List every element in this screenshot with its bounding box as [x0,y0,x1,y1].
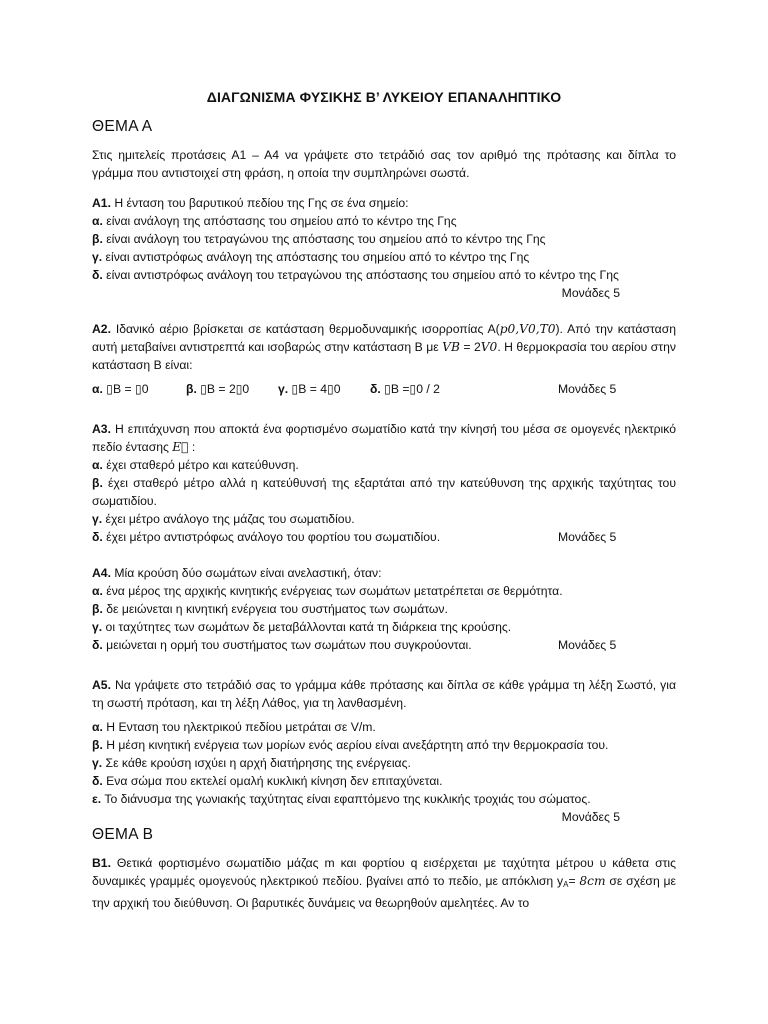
option-c [92,754,676,772]
option-text: είναι αντιστρόφως ανάλογη του τετραγώνου της απόστασης του σημείου από το κέντρο της Γης [102,268,619,282]
marks-label: Μονάδες 5 [561,810,620,824]
option-letter: δ. [92,268,103,282]
option-text: δε μειώνεται η κινητική ενέργεια του συστήματος των σωμάτων. [102,602,448,616]
option-text: είναι ανάλογη του τετραγώνου της απόστασης του σημείου από το κέντρο της Γης [102,232,546,246]
option-b [92,230,676,248]
option-letter: β. [92,232,103,246]
question-text: Να γράψετε στο τετράδιό σας το γράμμα κάθε πρότασης και δίπλα σε κάθε γράμμα τη λέξη Σωστό, για τη σωστή πρόταση, και τη λέξη Λάθος, για τη λανθασμένη. [92,678,676,710]
option-d [92,266,676,284]
math-expression: V0 [480,340,498,354]
option-c [92,510,676,528]
option-e [92,790,676,808]
option-letter: γ. [92,620,103,634]
question-text: = [568,874,580,888]
option-text: έχει μέτρο αντιστρόφως ανάλογο του φορτίου του σωματιδίου. [102,530,441,544]
option-text: οι ταχύτητες των σωμάτων δε μεταβάλλονται κατά τη διάρκεια της κρούσης. [102,620,512,634]
option-letter: ε. [92,792,102,806]
option-d [370,380,440,398]
option-a [92,456,676,474]
question-text: ). Από την κατάσταση αυτή μεταβαίνει αντιστρεπτά και ισοβαρώς στην κατάσταση Β με [92,322,676,354]
option-a [92,718,676,736]
option-text: έχει σταθερό μέτρο και κατεύθυνση. [102,458,299,472]
option-d [92,636,676,654]
option-text: ▯B = 2▯0 [196,382,250,396]
question-text: Θετικά φορτισμένο σωματίδιο μάζας m και φορτίου q εισέρχεται με ταχύτητα μέτρου υ κάθετα στις δυναμικές γραμμές ομογενούς ηλεκτρικού πεδίου. βγαίνει από το πεδίο, με απόκλιση y [92,856,676,888]
question-a1 [92,194,676,302]
option-letter: α. [92,214,103,228]
option-letter: α. [92,382,103,396]
option-letter: δ. [92,638,103,652]
question-label: Β1. [92,856,111,870]
option-letter: γ. [92,250,103,264]
question-label: Α1. [92,196,111,210]
question-a5-stem [92,676,676,712]
option-letter: β. [92,738,103,752]
option-letter: β. [92,602,103,616]
theme-b-heading: ΘΕΜΑ Β [92,826,154,843]
math-expression: E⃗ [172,440,189,454]
marks-label: Μονάδες 5 [558,638,617,652]
question-text: Ιδανικό αέριο βρίσκεται σε κατάσταση θερμοδυναμικής ισορροπίας Α( [110,322,500,336]
question-text: Η ένταση του βαρυτικού πεδίου της Γης σε ένα σημείο: [110,196,409,210]
option-text: Σε κάθε κρούση ισχύει η αρχή διατήρησης της ενέργειας. [102,756,411,770]
option-b [92,600,676,618]
option-a [92,582,676,600]
question-a4 [92,564,676,654]
option-text: Η Ενταση του ηλεκτρικού πεδίου μετράται σε V/m. [102,720,376,734]
document-body [92,88,676,912]
theme-a-intro: Στις ημιτελείς προτάσεις Α1 – Α4 να γράψετε στο τετράδιό σας τον αριθμό της πρότασης και δίπλα το γράμμα που αντιστοιχεί στη φράση, η οποία την συμπληρώνει σωστά. [92,148,676,180]
option-a [92,212,676,230]
question-a2 [92,320,676,398]
option-text: ▯B = 4▯0 [288,382,341,396]
question-label: Α2. [92,322,111,336]
question-label: Α5. [92,678,111,692]
option-letter: γ. [92,512,103,526]
subscript: A [563,880,569,889]
option-text: είναι αντιστρόφως ανάλογη της απόστασης του σημείου από το κέντρο της Γης [102,250,530,264]
option-c [92,248,676,266]
math-expression: VB [442,340,460,354]
question-a5 [92,676,676,826]
option-text: μειώνεται η ορμή του συστήματος των σωμάτων που συγκρούονται. [102,638,472,652]
question-a3 [92,420,676,546]
option-a [92,380,149,398]
option-letter: β. [186,382,197,396]
math-expression: p0,V0,T0 [499,322,556,336]
question-b1-text [92,854,676,912]
option-letter: α. [92,458,103,472]
option-d [92,772,676,790]
marks-label: Μονάδες 5 [561,286,620,300]
option-b [186,380,249,398]
question-a3-stem [92,420,676,456]
marks-label: Μονάδες 5 [558,382,617,396]
question-text: . Η θερμοκρασία του αερίου στην κατάσταση Β είναι: [92,340,676,372]
option-letter: γ. [92,756,103,770]
theme-a-heading: ΘΕΜΑ Α [92,118,153,135]
option-c [92,618,676,636]
option-text: ▯B = ▯0 [102,382,149,396]
question-label: Α4. [92,566,111,580]
option-text: Η μέση κινητική ενέργεια των μορίων ενός αερίου είναι ανεξάρτητη από την θερμοκρασία του. [102,738,609,752]
question-label: Α3. [92,422,111,436]
option-letter: α. [92,720,103,734]
marks-label: Μονάδες 5 [558,530,617,544]
option-text: έχει μέτρο ανάλογο της μάζας του σωματιδίου. [102,512,355,526]
option-text: ένα μέρος της αρχικής κινητικής ενέργειας των σωμάτων μετατρέπεται σε θερμότητα. [102,584,563,598]
option-letter: γ. [278,382,289,396]
question-text: = 2 [459,340,481,354]
option-b [92,474,676,510]
option-letter: α. [92,584,103,598]
option-d [92,528,676,546]
option-c [278,380,341,398]
question-a2-stem [92,320,676,374]
option-text: Ενα σώμα που εκτελεί ομαλή κυκλική κίνηση δεν επιταχύνεται. [102,774,443,788]
question-text: Η επιτάχυνση που αποκτά ένα φορτισμένο σωματίδιο κατά την κίνησή του μέσα σε ομογενές ηλεκτρικό πεδίο έντασης [92,422,676,454]
question-text: Μία κρούση δύο σωμάτων είναι ανελαστική, όταν: [110,566,382,580]
math-expression: 8cm [579,874,606,888]
option-text: ▯B =▯0 / 2 [380,382,440,396]
option-text: Το διάνυσμα της γωνιακής ταχύτητας είναι εφαπτόμενο της κυκλικής τροχιάς του σώματος. [101,792,591,806]
document-title: ΔΙΑΓΩΝΙΣΜΑ ΦΥΣΙΚΗΣ Β’ ΛΥΚΕΙΟΥ ΕΠΑΝΑΛΗΠΤΙΚΟ [206,89,562,105]
question-b1 [92,854,676,912]
question-text: σε σχέση με την αρχική του διεύθυνση. Οι βαρυτικές δυνάμεις να θεωρηθούν αμελητέες. Αν το [92,874,676,910]
option-b [92,736,676,754]
question-text: : [188,440,196,454]
option-letter: β. [92,476,103,490]
option-text: έχει σταθερό μέτρο αλλά η κατεύθυνσή της εξαρτάται από την κατεύθυνση της αρχικής ταχύτητας του σωματιδίου. [92,476,676,508]
option-text: είναι ανάλογη της απόστασης του σημείου από το κέντρο της Γης [102,214,457,228]
question-a2-options [92,380,676,398]
question-a4-stem [92,564,676,582]
option-letter: δ. [92,530,103,544]
question-a1-stem [92,194,676,212]
option-letter: δ. [92,774,103,788]
option-letter: δ. [370,382,381,396]
